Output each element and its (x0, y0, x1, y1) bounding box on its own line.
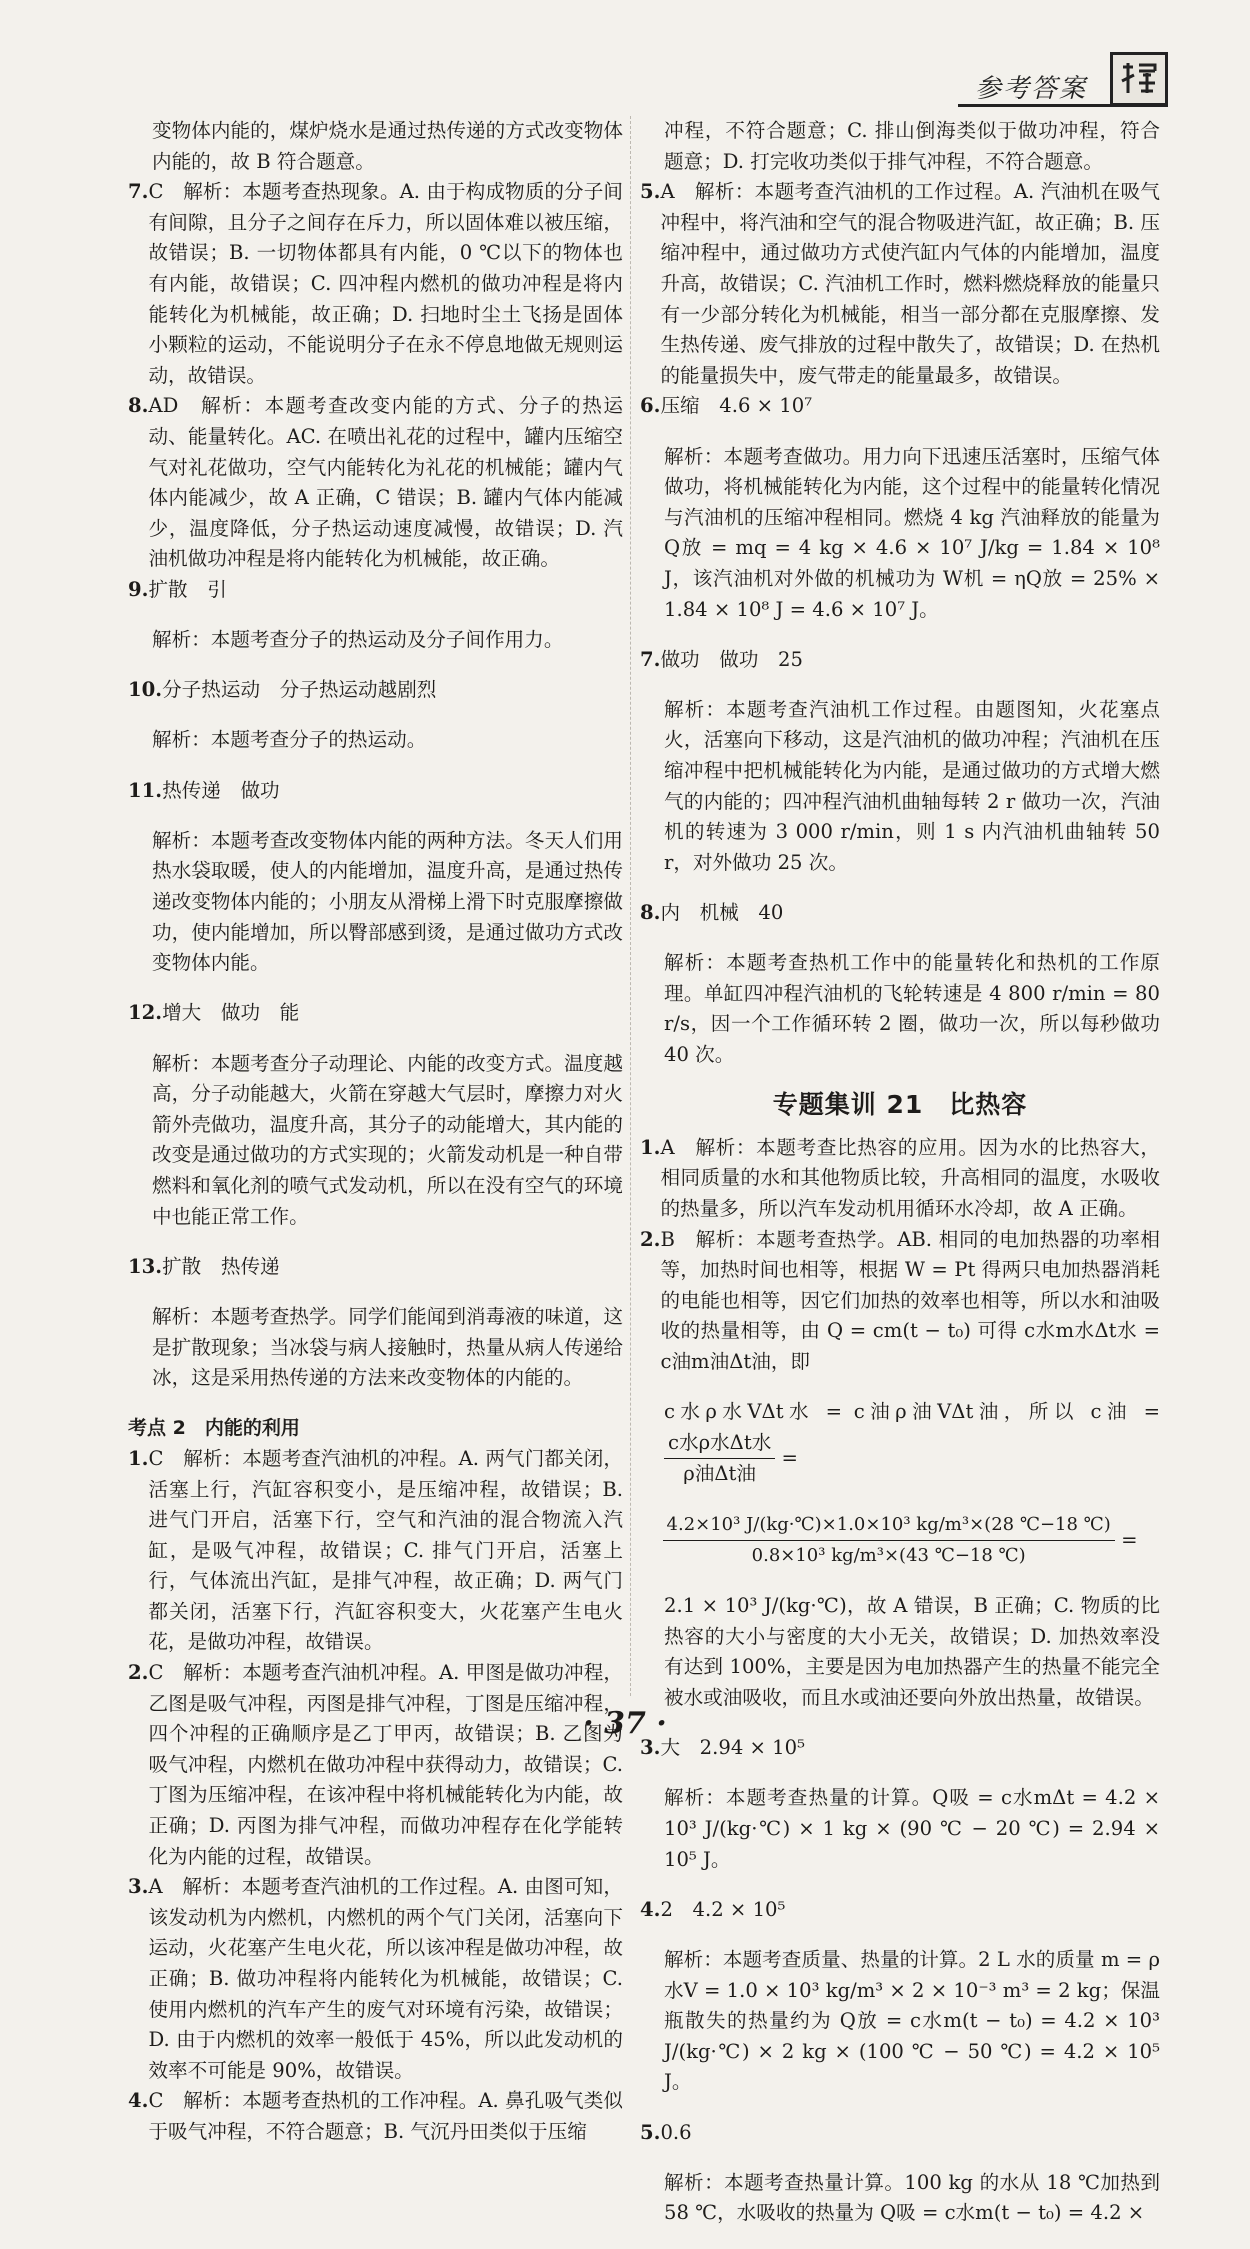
item-analysis: 解析：本题考查改变物体内能的两种方法。冬天人们用热水袋取暖，使人的内能增加，温度升高，是通过热传递改变物体内能的；小朋友从滑梯上滑下时克服摩擦做功，使内能增加，所以臀部感到烫，是通过做功方式改变物体内能。 (152, 828, 623, 975)
item-number: 5. (640, 2120, 661, 2144)
item-number: 8. (128, 394, 149, 418)
item-text: C 解析：本题考查汽油机的冲程。A. 两气门都关闭，活塞上行，汽缸容积变小，是压缩冲程，故错误；B. 进气门开启，活塞下行，空气和汽油的混合物流入汽缸，是吸气冲程，故错误；C. 排气门开启，活塞上行，气体流出汽缸，是排气冲程，故正确；D. 两气门都关闭，活塞下行，汽缸容积变大，火花塞产生电火花，是做功冲程，故错误。 (148, 1446, 623, 1654)
answer-item (128, 1872, 623, 2086)
page-number: · 37 · (583, 1706, 667, 1741)
item-number: 7. (640, 647, 661, 671)
answer-item (640, 177, 1160, 391)
item-text: C 解析：本题考查热机的工作冲程。A. 鼻孔吸气类似于吸气冲程，不符合题意；B. 气沉丹田类似于压缩 (148, 2089, 623, 2143)
fraction-numerator: 4.2×10³ J/(kg·℃)×1.0×10³ kg/m³×(28 ℃−18 ℃) (663, 1510, 1115, 1542)
item-text: A 解析：本题考查汽油机的工作过程。A. 汽油机在吸气冲程中，将汽油和空气的混合物吸进汽缸，故正确；B. 压缩冲程中，通过做功方式使汽缸内气体的内能增加，温度升高，故错误；C. 汽油机工作时，燃料燃烧释放的能量只有一少部分转化为机械能，相当一部分都在克服摩擦、发生热传递、废气排放的过程中散失了，故错误；D. 在热机的能量损失中，废气带走的能量最多，故错误。 (660, 180, 1160, 387)
item-number: 9. (128, 577, 149, 601)
item-number: 3. (128, 1875, 149, 1899)
answer-item (128, 391, 623, 575)
item-text: C 解析：本题考查汽油机冲程。A. 甲图是做功冲程，乙图是吸气冲程，丙图是排气冲程，丁图是压缩冲程，四个冲程的正确顺序是乙丁甲丙，故错误；B. 乙图为吸气冲程，内燃机在做功冲程中获得动力，故错误；C. 丁图为压缩冲程，在该冲程中将机械能转化为内能，故正确；D. 丙图为排气冲程，而做功冲程存在化学能转化为内能的过程，故错误。 (148, 1661, 623, 1868)
item-answer: 0.6 (660, 2120, 692, 2144)
item-analysis: 解析：本题考查热量的计算。Q吸 = c水mΔt = 4.2 × 10³ J/(kg·℃) × 1 kg × (90 ℃ − 20 ℃) = 2.94 × 10⁵ J。 (664, 1786, 1160, 1871)
item-number: 4. (128, 2089, 149, 2113)
item-number: 3. (640, 1736, 661, 1760)
item-number: 1. (640, 1135, 661, 1159)
item-text: C 解析：本题考查热现象。A. 由于构成物质的分子间有间隙，且分子之间存在斥力，所以固体难以被压缩，故错误；B. 一切物体都具有内能，0 ℃以下的物体也有内能，故错误；C. 四冲程内燃机的做功冲程是将内能转化为机械能，故正确；D. 扫地时尘土飞扬是固体小颗粒的运动，不能说明分子在永不停息地做无规则运动，故错误。 (148, 180, 623, 387)
item-number: 7. (128, 180, 149, 204)
item-number: 2. (640, 1227, 661, 1251)
item-text: B 解析：本题考查热学。AB. 相同的电加热器的功率相等，加热时间也相等，根据 W = Pt 得两只电加热器消耗的电能也相等，因它们加热的效率也相等，所以水和油吸收的热量相等，由 Q = cm(t − t₀) 可得 c水m水Δt水 = c油m油Δt油，即 (660, 1227, 1160, 1373)
item-number: 10. (128, 678, 163, 702)
fraction (663, 1510, 1115, 1572)
answer-item (640, 1133, 1160, 1225)
item-answer: 增大 做功 能 (162, 1001, 300, 1025)
answer-item (640, 1895, 1160, 1926)
logo-icon (1110, 52, 1168, 106)
answer-item (128, 776, 623, 807)
item-answer: 压缩 4.6 × 10⁷ (660, 394, 813, 418)
item-analysis: 解析：本题考查分子的热运动。 (152, 728, 427, 752)
fraction-numerator: c水ρ水Δt水 (664, 1428, 775, 1460)
item-number: 6. (640, 394, 661, 418)
answer-item (640, 2118, 1160, 2149)
answer-item (128, 575, 623, 606)
item-analysis: 2.1 × 10³ J/(kg·℃)，故 A 错误，B 正确；C. 物质的比热容的大小与密度的大小无关，故错误；D. 加热效率没有达到 100%，主要是因为电加热器产生的热量不能完全被水或油吸收，而且水或油还要向外放出热量，故错误。 (664, 1594, 1160, 1710)
right-column (640, 116, 1160, 2249)
left-column (128, 116, 623, 2148)
item-analysis: 解析：本题考查分子的热运动及分子间作用力。 (152, 628, 564, 652)
item-text: AD 解析：本题考查改变内能的方式、分子的热运动、能量转化。AC. 在喷出礼花的过程中，罐内压缩空气对礼花做功，空气内能转化为礼花的机械能；罐内气体内能减少，故 A 正确，C 错误；B. 罐内气体内能减少，温度降低，分子热运动速度减慢，故错误；D. 汽油机做功冲程是将内能转化为机械能，故正确。 (148, 394, 623, 571)
big-fraction (640, 1510, 1160, 1572)
column-divider (630, 116, 631, 1696)
kaodian-heading: 考点 2 内能的利用 (128, 1417, 300, 1440)
fraction-denominator: 0.8×10³ kg/m³×(43 ℃−18 ℃) (751, 1545, 1026, 1567)
answer-item (128, 675, 623, 706)
item-answer: 分子热运动 分子热运动越剧烈 (162, 678, 437, 702)
answer-item (128, 1252, 623, 1283)
logo-glyph-icon (1117, 59, 1161, 99)
item-text: A 解析：本题考查汽油机的工作过程。A. 由图可知，该发动机为内燃机，内燃机的两个气门关闭，活塞向下运动，火花塞产生电火花，所以该冲程是做功冲程，故正确；B. 做功冲程将内能转化为机械能，故错误；C. 使用内燃机的汽车产生的废气对环境有污染，故错误；D. 由于内燃机的效率一般低于 45%，所以此发动机的效率不可能是 90%，故错误。 (148, 1875, 623, 2082)
item-answer: 做功 做功 25 (660, 647, 803, 671)
item-analysis: 解析：本题考查做功。用力向下迅速压活塞时，压缩气体做功，将机械能转化为内能，这个过程中的能量转化情况与汽油机的压缩冲程相同。燃烧 4 kg 汽油释放的能量为 Q放 = mq = 4 kg × 4.6 × 10⁷ J/kg = 1.84 × 10⁸ J，该汽油机对外做的机械功为 W机 = ηQ放 = 25% × 1.84 × 10⁸ J = 4.6 × 10⁷ J。 (664, 444, 1160, 621)
item-number: 2. (128, 1661, 149, 1685)
item-answer: 热传递 做功 (162, 778, 280, 802)
item-number: 13. (128, 1254, 163, 1278)
item-analysis: 解析：本题考查分子动理论、内能的改变方式。温度越高，分子动能越大，火箭在穿越大气层时，摩擦力对火箭外壳做功，温度升高，其分子的动能增大，其内能的改变是通过做功的方式实现的；火箭发动机是一种自带燃料和氧化剂的喷气式发动机，所以在没有空气的环境中也能正常工作。 (152, 1051, 623, 1228)
answer-item (128, 2086, 623, 2147)
section-title: 专题集训 21 比热容 (772, 1090, 1028, 1120)
item-answer: 2 4.2 × 10⁵ (660, 1897, 786, 1921)
answer-item (640, 898, 1160, 929)
equation-line (640, 1397, 1160, 1490)
item-analysis: 解析：本题考查热学。同学们能闻到消毒液的味道，这是扩散现象；当冰袋与病人接触时，热量从病人传递给冰，这是采用热传递的方法来改变物体的内能的。 (152, 1304, 623, 1390)
answer-item (128, 1444, 623, 1658)
item-analysis: 解析：本题考查质量、热量的计算。2 L 水的质量 m = ρ水V = 1.0 × 10³ kg/m³ × 2 × 10⁻³ m³ = 2 kg；保温瓶散失的热量约为 Q放 = c水m(t − t₀) = 4.2 × 10³ J/(kg·℃) × 2 kg × (100 ℃ − 50 ℃) = 4.2 × 10⁵ J。 (664, 1948, 1160, 2094)
item-answer: 扩散 热传递 (162, 1254, 280, 1278)
header-rule (958, 104, 1168, 107)
fraction (664, 1428, 775, 1490)
item-number: 11. (128, 778, 163, 802)
equals-sign: = (1121, 1528, 1138, 1552)
item-number: 1. (128, 1446, 149, 1470)
item-answer: 大 2.94 × 10⁵ (660, 1736, 805, 1760)
equation-left: c水ρ水VΔt水 = c油ρ油VΔt油，所以 c油 = (664, 1400, 1160, 1424)
item-answer: 内 机械 40 (660, 901, 784, 925)
answer-item (128, 177, 623, 391)
equals-sign: = (781, 1446, 798, 1470)
fraction-denominator: ρ油Δt油 (683, 1462, 757, 1486)
item-number: 12. (128, 1001, 163, 1025)
right-intro: 冲程，不符合题意；C. 排山倒海类似于做功冲程，符合题意；D. 打完收功类似于排气冲程，不符合题意。 (664, 119, 1160, 173)
item-number: 8. (640, 901, 661, 925)
answer-item (128, 1658, 623, 1872)
left-intro: 变物体内能的，煤炉烧水是通过热传递的方式改变物体内能的，故 B 符合题意。 (152, 119, 623, 173)
item-number: 4. (640, 1897, 661, 1921)
item-text: A 解析：本题考查比热容的应用。因为水的比热容大，相同质量的水和其他物质比较，升高相同的温度，水吸收的热量多，所以汽车发动机用循环水冷却，故 A 正确。 (660, 1135, 1160, 1220)
item-analysis: 解析：本题考查汽油机工作过程。由题图知，火花塞点火，活塞向下移动，这是汽油机的做功冲程；汽油机在压缩冲程中把机械能转化为内能，是通过做功的方式增大燃气的内能的；四冲程汽油机曲轴每转 2 r 做功一次，汽油机的转速为 3 000 r/min，则 1 s 内汽油机曲轴转 50 r，对外做功 25 次。 (664, 697, 1160, 874)
item-analysis: 解析：本题考查热量计算。100 kg 的水从 18 ℃加热到 58 ℃，水吸收的热量为 Q吸 = c水m(t − t₀) = 4.2 × (664, 2170, 1160, 2225)
item-answer: 扩散 引 (148, 577, 227, 601)
item-number: 5. (640, 180, 661, 204)
answer-item (128, 998, 623, 1029)
answer-item (640, 645, 1160, 676)
answer-item (640, 1225, 1160, 1378)
item-analysis: 解析：本题考查热机工作中的能量转化和热机的工作原理。单缸四冲程汽油机的飞轮转速是 4 800 r/min = 80 r/s，因一个工作循环转 2 圈，做功一次，所以每秒做功 40 次。 (664, 951, 1160, 1066)
answer-item (640, 391, 1160, 422)
header-title: 参考答案 (975, 74, 1088, 104)
